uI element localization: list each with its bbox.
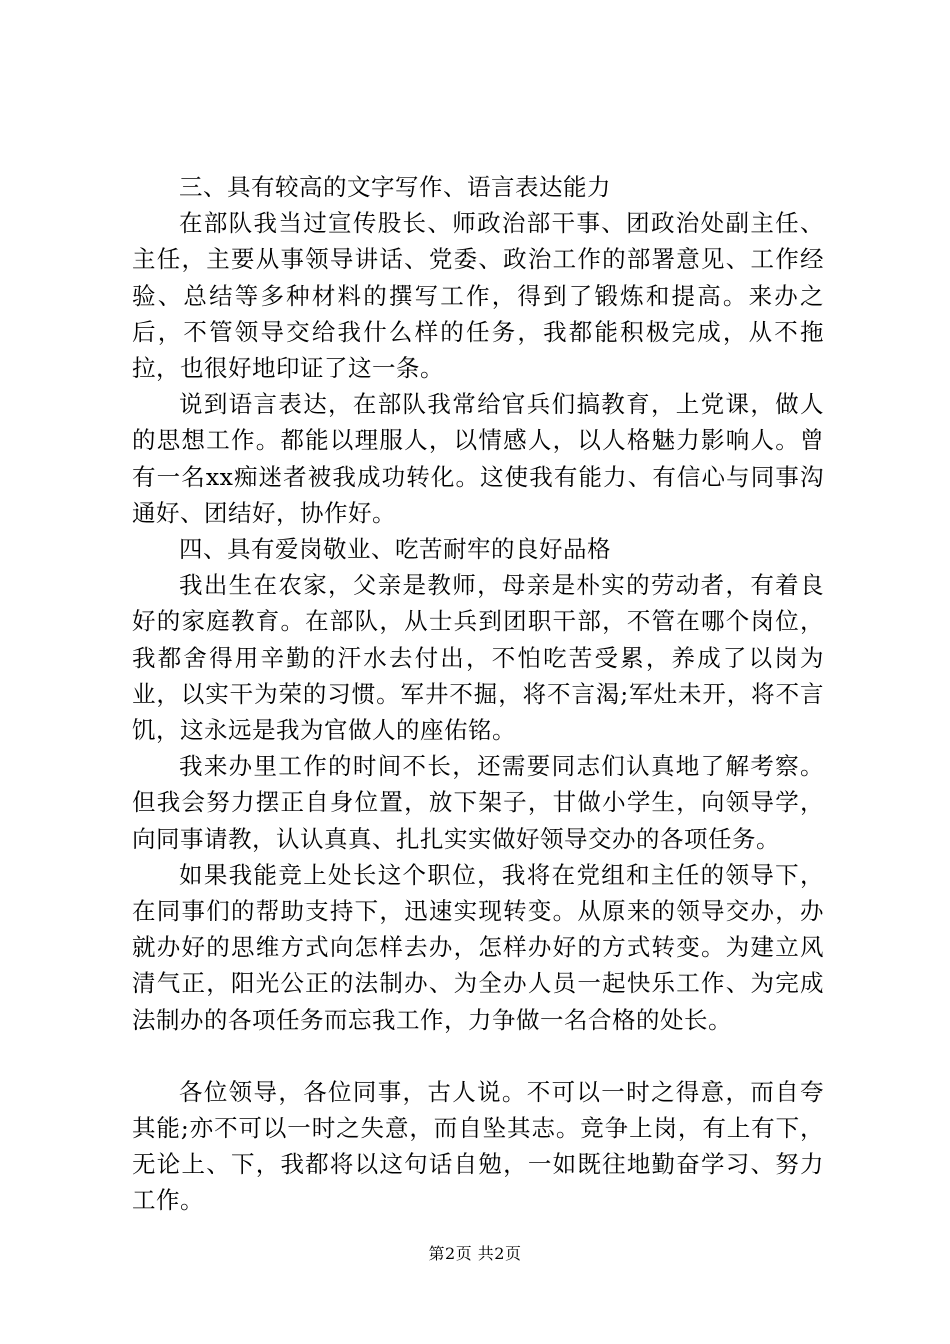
section-heading-4: 四、具有爱岗敬业、吃苦耐牢的良好品格 [179,535,611,564]
paragraph-gap [132,1038,824,1074]
document-body [132,169,824,1219]
paragraph-new-position: 我来办里工作的时间不长，还需要同志们认真地了解考察。但我会努力摆正自身位置，放下架子，甘做小学生，向领导学，向同事请教，认认真真、扎扎实实做好领导交办的各项任务。 [132,752,824,853]
paragraph-plan: 如果我能竞上处长这个职位，我将在党组和主任的领导下，在同事们的帮助支持下，迅速实现转变。从原来的领导交办，办就办好的思维方式向怎样去办，怎样办好的方式转变。为建立风清气正，阳光公正的法制办、为全办人员一起快乐工作、为完成法制办的各项任务而忘我工作，力争做一名合格的处长。 [132,860,824,1034]
paragraph-background: 我出生在农家，父亲是教师，母亲是朴实的劳动者，有着良好的家庭教育。在部队，从士兵到团职干部，不管在哪个岗位，我都舍得用辛勤的汗水去付出，不怕吃苦受累，养成了以岗为业，以实干为荣的习惯。军井不掘，将不言渴;军灶未开，将不言饥，这永远是我为官做人的座佑铭。 [132,571,824,745]
paragraph-closing: 各位领导，各位同事，古人说。不可以一时之得意，而自夸其能;亦不可以一时之失意，而自坠其志。竞争上岗，有上有下，无论上、下，我都将以这句话自勉，一如既往地勤奋学习、努力工作。 [132,1077,824,1215]
paragraph-language-expression: 说到语言表达，在部队我常给官兵们搞教育，上党课，做人的思想工作。都能以理服人，以情感人，以人格魅力影响人。曾有一名xx痴迷者被我成功转化。这使我有能力、有信心与同事沟通好、团结好，协作好。 [132,390,824,527]
paragraph-writing-experience: 在部队我当过宣传股长、师政治部干事、团政治处副主任、主任，主要从事领导讲话、党委、政治工作的部署意见、工作经验、总结等多种材料的撰写工作，得到了锻炼和提高。来办之后，不管领导交给我什么样的任务，我都能积极完成，从不拖拉，也很好地印证了这一条。 [132,209,824,383]
section-heading-3: 三、具有较高的文字写作、语言表达能力 [179,173,611,201]
page-footer: 第2页 共2页 [428,1244,522,1263]
